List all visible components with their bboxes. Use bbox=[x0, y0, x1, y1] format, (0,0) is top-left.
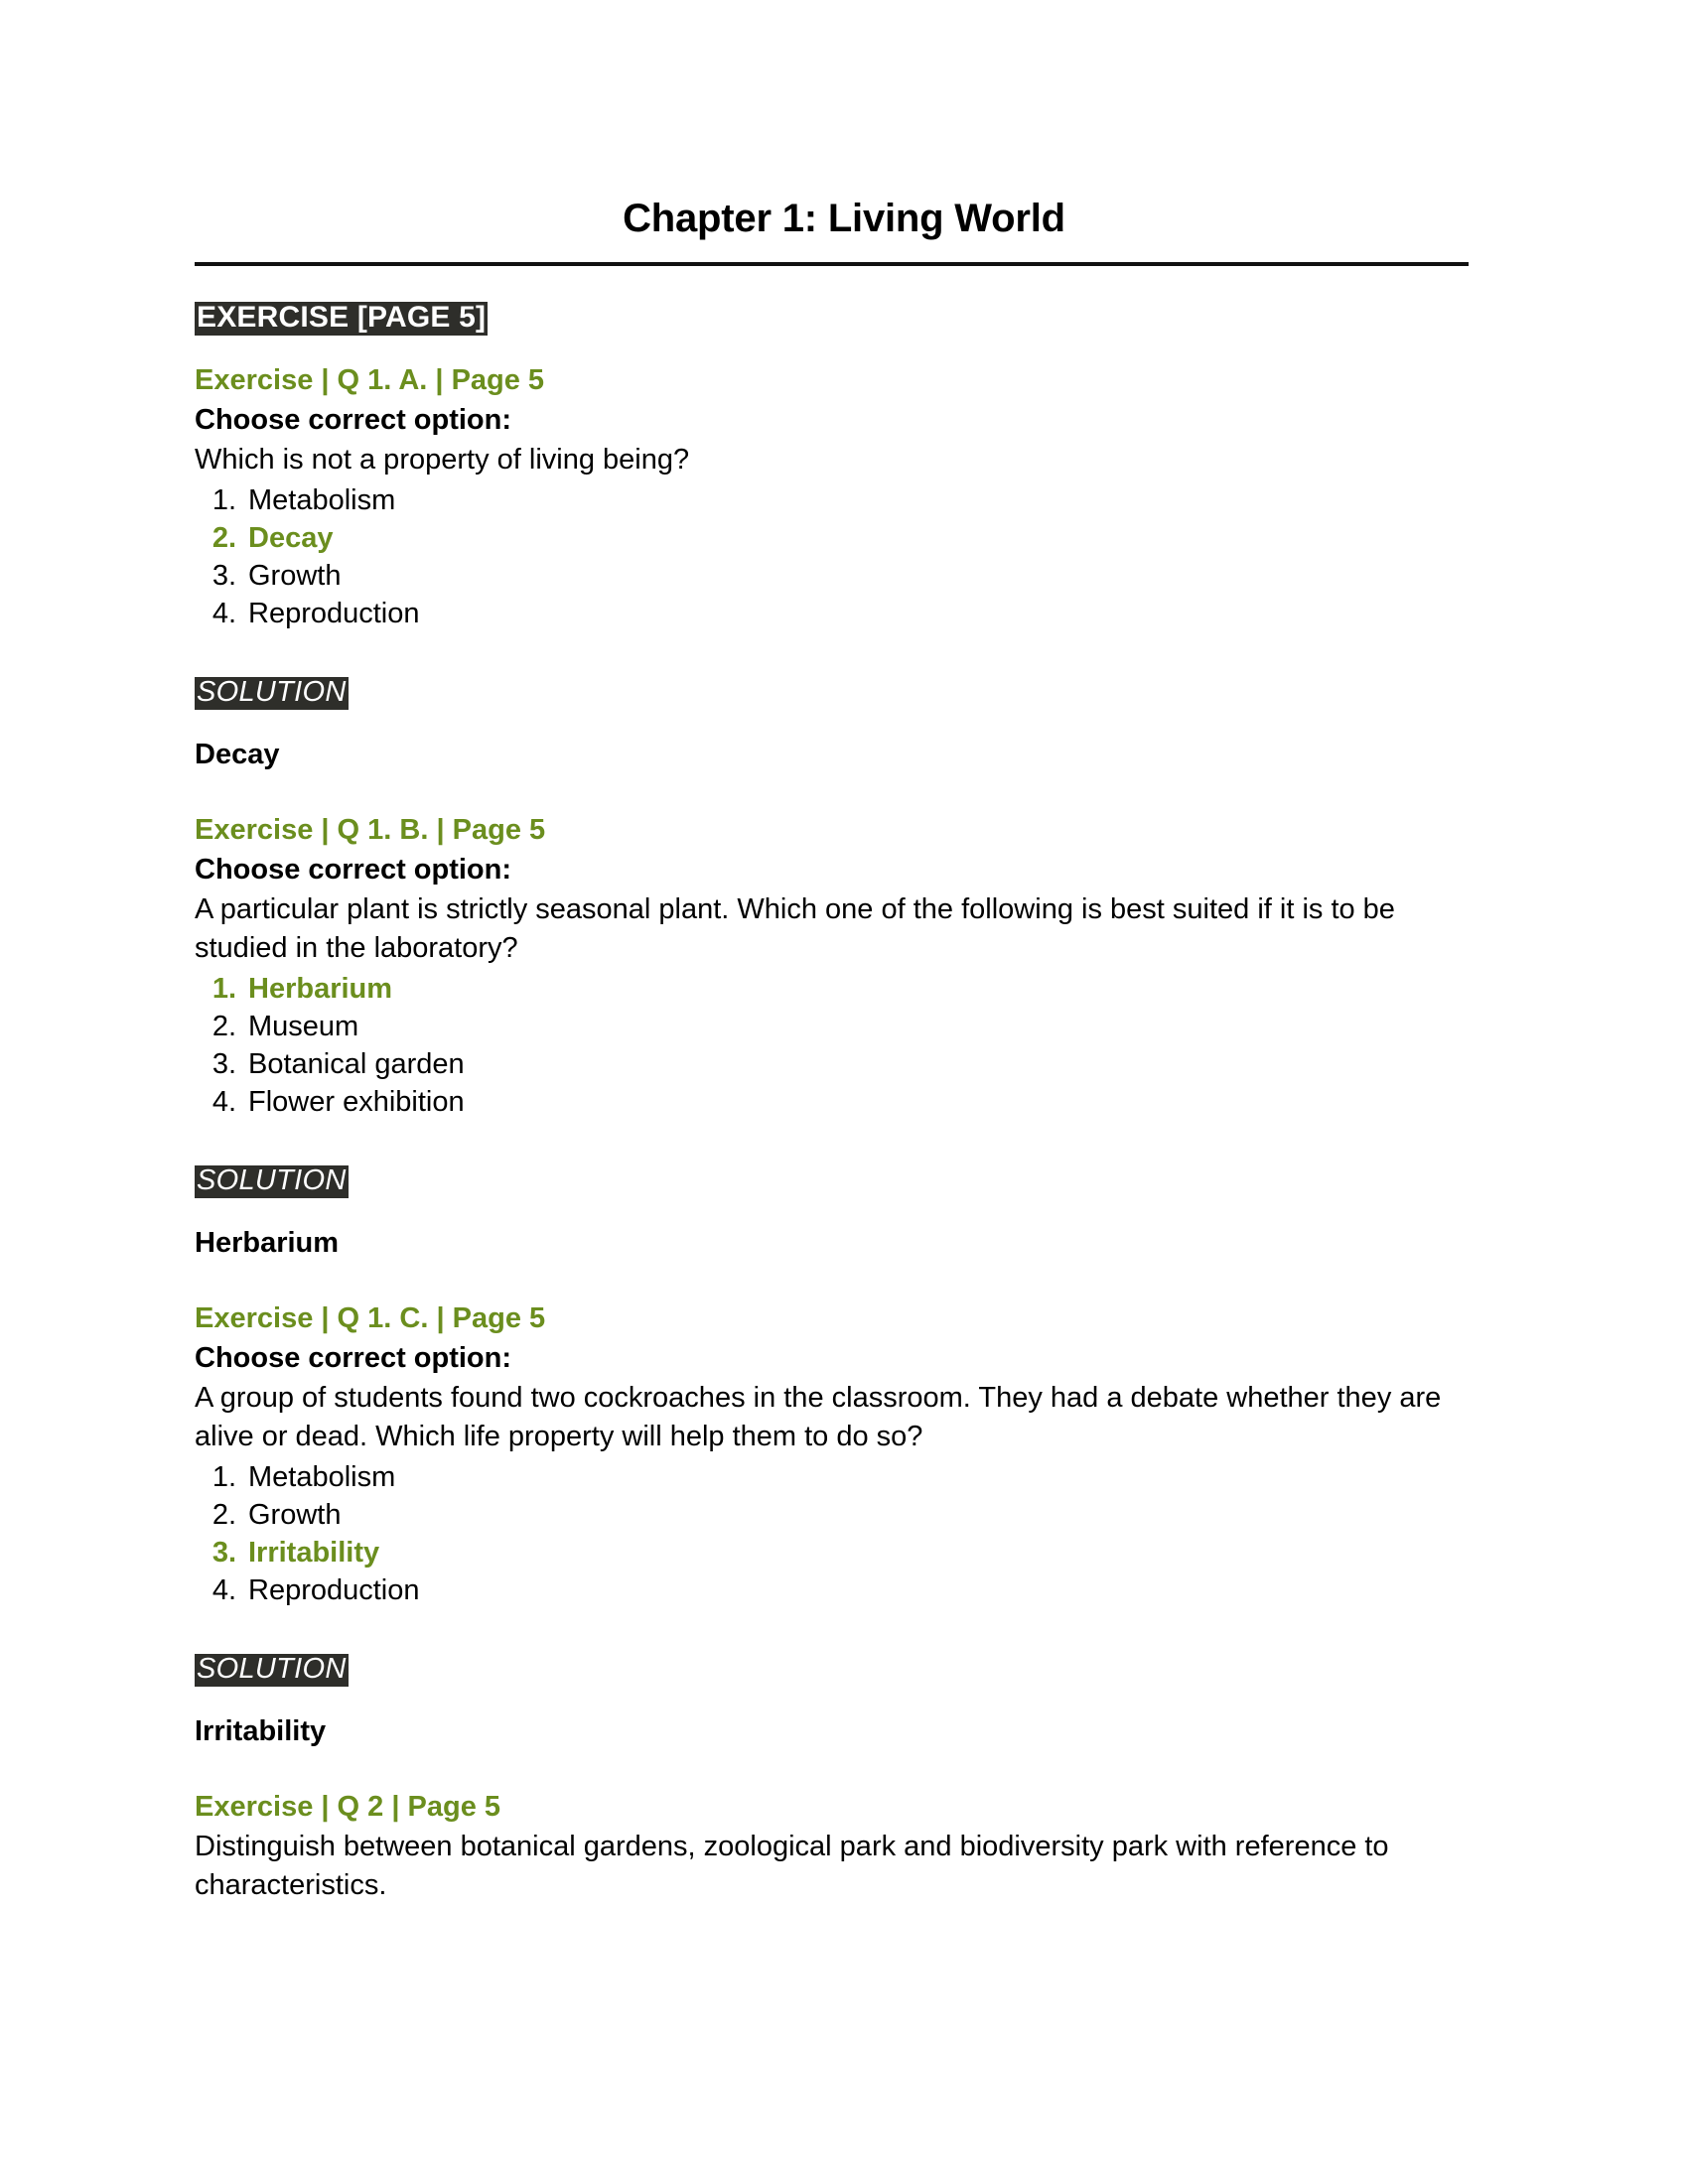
option-number: 4. bbox=[211, 598, 236, 629]
option-label: Reproduction bbox=[248, 1574, 420, 1606]
option-number: 1. bbox=[211, 1461, 236, 1493]
option-number: 2. bbox=[211, 522, 236, 554]
exercise-section bbox=[195, 1788, 1456, 1905]
question-text: A particular plant is strictly seasonal plant. Which one of the following is best suited if it is to be studied in the laboratory? bbox=[195, 893, 1395, 964]
exercise-banner-label: EXERCISE [PAGE 5] bbox=[197, 301, 487, 334]
exercise-section bbox=[195, 1299, 1456, 1750]
option-list bbox=[195, 970, 1456, 1121]
solution-answer: Herbarium bbox=[195, 1227, 340, 1259]
option-label: Growth bbox=[248, 1499, 342, 1531]
option-label: Flower exhibition bbox=[248, 1086, 465, 1118]
option-number: 3. bbox=[211, 560, 236, 592]
question-prompt: Choose correct option: bbox=[195, 1342, 512, 1374]
list-item[interactable] bbox=[195, 519, 1456, 557]
list-item[interactable] bbox=[195, 1008, 1456, 1045]
list-item[interactable] bbox=[195, 970, 1456, 1008]
solution-answer: Irritability bbox=[195, 1715, 327, 1747]
spacer bbox=[195, 1262, 1456, 1299]
option-number: 2. bbox=[211, 1499, 236, 1531]
question-prompt: Choose correct option: bbox=[195, 854, 512, 886]
option-number: 1. bbox=[211, 973, 236, 1005]
question-prompt: Choose correct option: bbox=[195, 404, 512, 436]
list-item[interactable] bbox=[195, 1534, 1456, 1571]
list-item[interactable] bbox=[195, 481, 1456, 519]
question-header: Exercise | Q 2 | Page 5 bbox=[195, 1791, 501, 1823]
option-list bbox=[195, 481, 1456, 632]
option-label: Museum bbox=[248, 1011, 359, 1042]
list-item[interactable] bbox=[195, 1045, 1456, 1083]
exercise-section bbox=[195, 811, 1456, 1262]
exercise-banner bbox=[195, 301, 1456, 336]
solution-banner bbox=[195, 676, 1456, 710]
option-number: 2. bbox=[211, 1011, 236, 1042]
option-label: Metabolism bbox=[248, 484, 396, 516]
option-label: Reproduction bbox=[248, 598, 420, 629]
list-item[interactable] bbox=[195, 1458, 1456, 1496]
option-list bbox=[195, 1458, 1456, 1609]
question-header: Exercise | Q 1. B. | Page 5 bbox=[195, 814, 546, 846]
option-label: Metabolism bbox=[248, 1461, 396, 1493]
option-number: 3. bbox=[211, 1537, 236, 1569]
solution-banner bbox=[195, 1164, 1456, 1198]
document-content bbox=[195, 266, 1456, 1905]
option-number: 4. bbox=[211, 1574, 236, 1606]
solution-banner bbox=[195, 1653, 1456, 1687]
option-label: Botanical garden bbox=[248, 1048, 465, 1080]
option-label: Irritability bbox=[248, 1537, 380, 1569]
exercise-section bbox=[195, 361, 1456, 773]
solution-banner-label: SOLUTION bbox=[197, 1653, 347, 1685]
option-label: Growth bbox=[248, 560, 342, 592]
list-item[interactable] bbox=[195, 1571, 1456, 1609]
question-header: Exercise | Q 1. A. | Page 5 bbox=[195, 364, 545, 396]
spacer bbox=[195, 1750, 1456, 1788]
solution-answer: Decay bbox=[195, 739, 280, 770]
option-number: 4. bbox=[211, 1086, 236, 1118]
option-label: Herbarium bbox=[248, 973, 393, 1005]
spacer bbox=[195, 773, 1456, 811]
list-item[interactable] bbox=[195, 595, 1456, 632]
option-number: 3. bbox=[211, 1048, 236, 1080]
question-text: A group of students found two cockroaches in the classroom. They had a debate whether they are alive or dead. Which life property will help them to do so? bbox=[195, 1382, 1442, 1452]
question-text: Which is not a property of living being? bbox=[195, 444, 690, 476]
solution-banner-label: SOLUTION bbox=[197, 676, 347, 708]
list-item[interactable] bbox=[195, 1083, 1456, 1121]
option-number: 1. bbox=[211, 484, 236, 516]
option-label: Decay bbox=[248, 522, 334, 554]
page-title: Chapter 1: Living World bbox=[623, 197, 1065, 240]
list-item[interactable] bbox=[195, 557, 1456, 595]
question-text: Distinguish between botanical gardens, zoological park and biodiversity park with reference to characteristics. bbox=[195, 1831, 1389, 1901]
solution-banner-label: SOLUTION bbox=[197, 1164, 347, 1196]
list-item[interactable] bbox=[195, 1496, 1456, 1534]
question-header: Exercise | Q 1. C. | Page 5 bbox=[195, 1302, 546, 1334]
